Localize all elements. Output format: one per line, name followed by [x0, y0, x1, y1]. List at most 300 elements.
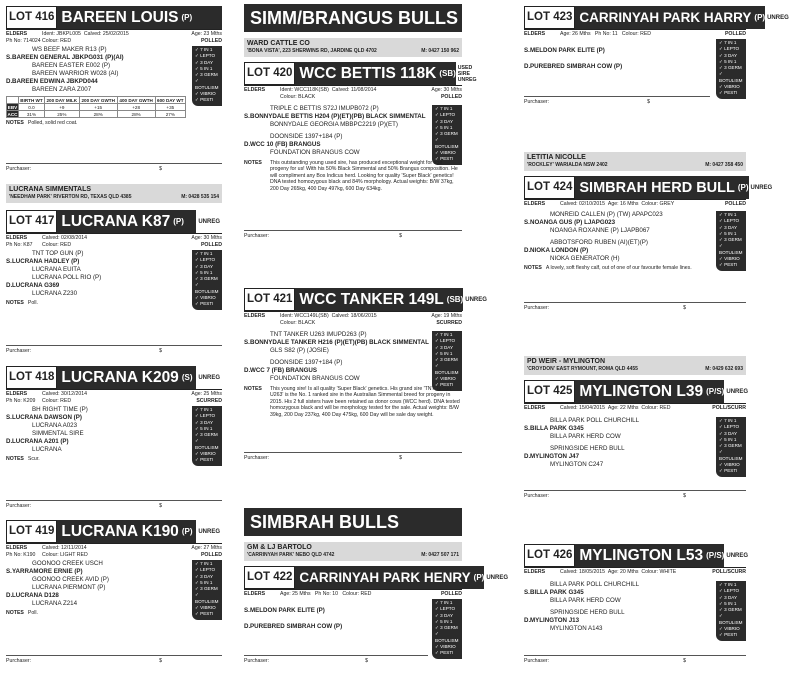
lot-422 — [244, 566, 509, 656]
vaccination-item: ✓ LEPTO — [719, 424, 740, 430]
3: 400 DAY GWTH — [117, 97, 155, 104]
3: +15 — [79, 104, 117, 111]
age: Age: 30 Mths — [431, 87, 462, 93]
sire: MELDON PARK ELITE (P) — [250, 607, 325, 614]
vaccination-item: ✓ PESTI — [719, 632, 738, 638]
vaccination-item: ✓ 7 IN 1 — [195, 561, 213, 566]
notes: NOTES — [6, 456, 24, 462]
0: ACC — [7, 111, 18, 117]
purchaser: Purchaser: — [524, 305, 550, 311]
purchaser: Purchaser: — [244, 455, 270, 461]
lot-421 — [244, 288, 487, 418]
calved: Calved: 18/05/2015 — [560, 569, 605, 575]
5: 27% — [155, 111, 185, 118]
notes: NOTES — [6, 300, 24, 306]
vaccination-item: ✓ 7 IN 1 — [195, 47, 213, 52]
s: S. — [6, 54, 12, 61]
status2: POLLED — [440, 94, 462, 100]
d: D. — [244, 367, 251, 374]
p4: LUCRANA Z214 — [32, 600, 78, 607]
status2: SCURRED — [196, 398, 222, 404]
vaccination-item: ✓ LEPTO — [435, 338, 456, 344]
colour: Colour: RED — [641, 405, 671, 411]
vaccination-item: ✓ 5 IN 1 — [435, 124, 453, 130]
notes: NOTES — [6, 120, 24, 126]
d: D. — [6, 282, 13, 289]
no: LOT 418 — [6, 366, 57, 389]
dam: BAREEN EDWINA JBKPD044 — [12, 78, 98, 85]
colour: Colour: BLACK — [280, 320, 316, 326]
lot-name — [57, 6, 222, 29]
section-title: SIMM/BRANGUS BULLS — [244, 4, 462, 32]
dollar: $ — [159, 658, 162, 664]
vaccination-item: ✓ PESTI — [195, 301, 214, 307]
calved: Calved: 02/08/2014 — [42, 235, 87, 241]
section-title: SIMBRAH BULLS — [244, 508, 462, 536]
p2: BAREEN EASTER E002 (P) — [32, 62, 111, 69]
notes: A lovely, soft fleshy calf, out of one of our favourite female lines. — [545, 265, 692, 271]
dollar: $ — [159, 348, 162, 354]
vaccination-item: ✓ 3 GERM — [195, 72, 218, 78]
s: S. — [524, 425, 530, 432]
vaccination-item: ✓ BOTULISM — [195, 282, 219, 294]
vaccination-item: ✓ 3 DAY — [435, 612, 454, 618]
p3: DOONSIDE 1397+184 (P) — [270, 133, 343, 140]
notes — [6, 120, 222, 127]
vaccination-box — [192, 250, 222, 310]
dollar: $ — [159, 166, 162, 172]
age: Age: 30 Mths — [191, 235, 222, 241]
status2: POLLED — [724, 31, 746, 37]
p4: LUCRANA Z230 — [32, 290, 78, 297]
4: 28% — [117, 111, 155, 118]
addr: 'ROCKLEY' WARIALDA NSW 2402 — [527, 161, 608, 168]
p3: ABBOTSFORD RUBEN (AI)(ET)(P) — [550, 239, 648, 246]
name: LUCRANA K209 — [61, 368, 179, 386]
status: UNREG — [463, 288, 489, 311]
calved: Calved: 25/02/2015 — [83, 31, 129, 37]
dollar: $ — [683, 658, 686, 664]
vaccination-item: ✓ PESTI — [435, 650, 454, 656]
vaccination-item: ✓ 5 IN 1 — [195, 425, 213, 431]
purchaser-line[interactable] — [244, 230, 462, 239]
sfx: (P) — [737, 183, 749, 192]
dam: LUCRANA D128 — [12, 592, 59, 599]
vaccination-box — [716, 581, 746, 641]
vaccination-item: ✓ VIBRIO — [719, 256, 740, 262]
name: LUCRANA SIMMENTALS — [9, 186, 92, 193]
vaccination-item: ✓ 7 IN 1 — [719, 418, 737, 423]
no: LOT 423 — [524, 6, 575, 29]
sfx: (P/S) — [706, 551, 725, 560]
sire: LUCRANA HADLEY (P) — [12, 258, 80, 265]
vaccination-item: ✓ PESTI — [195, 611, 214, 617]
lot-420 — [244, 62, 477, 192]
name: SIMBRAH HERD BULL — [579, 179, 735, 196]
vaccination-item: ✓ 3 DAY — [719, 52, 738, 58]
notes: Poll. — [27, 300, 38, 306]
status: UNREG — [724, 544, 750, 567]
phno: Ph No: K190 — [6, 552, 36, 558]
no: LOT 419 — [6, 520, 57, 543]
purchaser-line[interactable] — [6, 163, 222, 172]
vaccination-item: ✓ 3 DAY — [195, 263, 214, 269]
vaccination-item: ✓ 7 IN 1 — [435, 332, 453, 337]
p1: TRIPLE C BETTIS S72J IMUPB072 (P) — [270, 105, 379, 112]
calved: Calved: 30/12/2014 — [42, 391, 87, 397]
no: LOT 421 — [244, 288, 295, 311]
2: 200 DAY GWTH — [79, 97, 117, 104]
vaccination-item: ✓ VIBRIO — [195, 91, 216, 97]
purchaser: Purchaser: — [244, 658, 270, 664]
name: GM & LJ BARTOLO — [247, 544, 312, 551]
purchaser-line[interactable] — [244, 452, 462, 461]
no: LOT 420 — [244, 62, 295, 85]
vendor: ELDERS — [6, 235, 28, 241]
purchaser: Purchaser: — [6, 658, 32, 664]
p1: TNT TANKER U263 IMUPD263 (P) — [270, 331, 367, 338]
vaccination-item: ✓ 5 IN 1 — [435, 618, 453, 624]
sire: LUCRANA DAWSON (P) — [12, 414, 82, 421]
4: 600 DAY WT — [157, 97, 184, 103]
sire: YARRAMORE ERNIE (P) — [12, 568, 83, 575]
p2: BILLA PARK HERD COW — [550, 597, 621, 604]
vaccination-item: ✓ 3 DAY — [435, 118, 454, 124]
colour: Colour: RED — [42, 38, 72, 44]
vaccination-item: ✓ VIBRIO — [719, 84, 740, 90]
purchaser-line[interactable] — [6, 345, 222, 354]
ident: Ident: WCC118K(SB) — [280, 87, 329, 93]
dollar: $ — [399, 455, 402, 461]
p2: LUCRANA A023 — [32, 422, 78, 429]
vaccination-item: ✓ VIBRIO — [719, 626, 740, 632]
lot-423 — [524, 6, 789, 96]
purchaser-line[interactable] — [6, 500, 222, 509]
no: LOT 417 — [6, 210, 57, 233]
vaccination-item: ✓ 3 DAY — [195, 59, 214, 65]
purchaser: Purchaser: — [6, 166, 32, 172]
vendor: ELDERS — [244, 313, 266, 319]
p4: MYLINGTON C247 — [550, 461, 604, 468]
vaccination-item: ✓ PESTI — [195, 97, 214, 103]
vaccination-item: ✓ 7 IN 1 — [195, 251, 213, 256]
dollar: $ — [647, 99, 650, 105]
sfx: (S) — [181, 373, 193, 382]
dollar: $ — [683, 305, 686, 311]
sfx: (SB) — [446, 295, 464, 304]
p2: NOANGA ROXANNE (P) LJAPB067 — [550, 227, 650, 234]
vendor: ELDERS — [244, 591, 266, 597]
p2: BILLA PARK HERD COW — [550, 433, 621, 440]
lot-424 — [524, 176, 773, 272]
calved: Calved: 02/10/2015 — [560, 201, 605, 207]
3: 28% — [79, 111, 117, 118]
p2: GLS S82 (P) (JOSIE) — [270, 347, 329, 354]
p1: BILLA PARK POLL CHURCHILL — [550, 581, 640, 588]
calved: Calved: 12/11/2014 — [42, 545, 87, 551]
age: Age: 26 Mths — [560, 31, 591, 37]
vaccination-item: ✓ 7 IN 1 — [719, 40, 737, 45]
d: D. — [244, 141, 251, 148]
vaccination-item: ✓ 3 GERM — [435, 625, 458, 631]
vendor: ELDERS — [6, 391, 28, 397]
vaccination-item: ✓ 3 GERM — [195, 586, 218, 592]
age: Age: 25 Mths — [191, 391, 222, 397]
vaccination-item: ✓ BOTULISM — [719, 243, 743, 255]
status2: POLLED — [200, 242, 222, 248]
purchaser-line[interactable] — [524, 302, 746, 311]
p4: LUCRANA — [32, 446, 62, 453]
status: UNREG — [196, 520, 222, 543]
age: Age: 16 Mths — [607, 201, 639, 207]
notes: This young sire! Is all quality 'Super Black' genetics. His grand sire 'TNT Tanker U263' is the No. 1 ranked sire in the Australian Simmental breed for progeny in 2015. His 2 full sisters have been retained as donor cows (WCC herd). DNA tested homozygous black and will be morphology tested for the sale. Actual weights: B/W 39kg, 200 Day 237kg, 400 Day 475kg, 600 Day will be sale day weight. — [270, 386, 460, 418]
s: S. — [6, 414, 12, 421]
name: LETITIA NICOLLE — [527, 154, 586, 161]
notes: Polled, solid red coat. — [27, 120, 78, 126]
notes: NOTES — [244, 160, 262, 166]
vaccination-box — [432, 599, 462, 659]
d: D. — [6, 78, 13, 85]
p1: WS BEEF MAKER R13 (P) — [32, 46, 107, 53]
purchaser-line[interactable] — [524, 96, 710, 105]
vaccination-box — [432, 105, 462, 165]
sire: BONNYDALE BETTIS H204 (P)(ET)(PB) BLACK SIMMENTAL — [250, 113, 426, 120]
vaccination-item: ✓ 3 DAY — [195, 419, 214, 425]
status2: POLLED — [440, 591, 462, 597]
status: UNREG — [196, 210, 222, 233]
dollar: $ — [683, 493, 686, 499]
status2: POLL/SCURR — [712, 569, 746, 575]
d: D. — [524, 247, 531, 254]
1: 200 DAY MILK — [44, 97, 79, 104]
colour: Colour: GREY — [641, 201, 675, 207]
vaccination-box — [192, 560, 222, 620]
vaccination-item: ✓ PESTI — [719, 90, 738, 96]
vaccination-box — [716, 417, 746, 477]
vaccination-item: ✓ 5 IN 1 — [195, 269, 213, 275]
s: S. — [244, 339, 250, 346]
status2: POLL/SCURR — [712, 405, 746, 411]
p2: LUCRANA EUITA — [32, 266, 81, 273]
d: D. — [524, 453, 531, 460]
purchaser: Purchaser: — [6, 348, 32, 354]
status: UNREG — [196, 366, 222, 389]
dam: MYLINGTON J13 — [530, 617, 580, 624]
p3: SPRINGSIDE HERD BULL — [550, 609, 625, 616]
sfx: (SB) — [439, 69, 456, 78]
s: S. — [524, 47, 530, 54]
sfx: (P) — [473, 573, 485, 582]
vaccination-item: ✓ 5 IN 1 — [719, 436, 737, 442]
dam: LUCRANA A201 (P) — [12, 438, 69, 445]
purchaser-line[interactable] — [524, 655, 746, 664]
colour: Colour: WHITE — [641, 569, 677, 575]
vaccination-item: ✓ VIBRIO — [435, 376, 456, 382]
d: D. — [6, 438, 13, 445]
dam: MYLINGTON J47 — [530, 453, 580, 460]
vaccination-item: ✓ VIBRIO — [435, 150, 456, 156]
age: Age: 19 Mths — [431, 313, 462, 319]
vaccination-item: ✓ LEPTO — [435, 112, 456, 118]
notes: NOTES — [524, 265, 542, 271]
purchaser-line[interactable] — [524, 490, 746, 499]
status: POLLED — [200, 38, 222, 44]
mob: M: 0429 632 693 — [705, 365, 743, 372]
vaccination-item: ✓ VIBRIO — [195, 451, 216, 457]
colour: Colour: RED — [42, 398, 72, 404]
vaccination-item: ✓ 3 GERM — [435, 357, 458, 363]
sire: MELDON PARK ELITE (P) — [530, 47, 605, 54]
notes: NOTES — [244, 386, 262, 392]
vendor-banner — [244, 38, 462, 57]
age: Age: 25 Mths — [280, 591, 311, 597]
dollar: $ — [365, 658, 368, 664]
p3: LUCRANA POLL RIO (P) — [32, 274, 102, 281]
dollar: $ — [399, 233, 402, 239]
phno: Ph No: 714024 — [6, 38, 41, 44]
purchaser: Purchaser: — [524, 493, 550, 499]
dam: PUREBRED SIMBRAH COW (P) — [530, 63, 623, 70]
vaccination-item: ✓ 7 IN 1 — [719, 212, 737, 217]
vaccination-item: ✓ 5 IN 1 — [719, 58, 737, 64]
vaccination-box — [192, 406, 222, 466]
vaccination-item: ✓ BOTULISM — [719, 613, 743, 625]
lot-meta — [6, 31, 222, 45]
vaccination-item: ✓ BOTULISM — [195, 592, 219, 604]
vaccination-item: ✓ LEPTO — [719, 46, 740, 52]
p4: NIOKA GENERATOR (H) — [550, 255, 620, 262]
vaccination-item: ✓ LEPTO — [195, 257, 216, 263]
no: LOT 422 — [244, 566, 295, 589]
addr: 'NEEDHAM PARK' RIVERTON RD, TEXAS QLD 4385 — [9, 193, 132, 200]
vendor: ELDERS — [524, 201, 546, 207]
vaccination-item: ✓ 5 IN 1 — [195, 579, 213, 585]
name: BAREEN LOUIS — [61, 8, 179, 26]
status2: SCURRED — [436, 320, 462, 326]
age: Age: 22 Mths — [607, 405, 639, 411]
vendor: ELDERS — [244, 87, 266, 93]
vaccination-item: ✓ 5 IN 1 — [719, 600, 737, 606]
d: D. — [244, 623, 251, 630]
sire: NOANGA GUS (P) LJAPG023 — [530, 219, 616, 226]
name: LUCRANA K87 — [61, 212, 171, 230]
addr: 'CROYDON' EAST RYMOUNT, ROMA QLD 4455 — [527, 365, 638, 372]
calved: Calved: 18/06/2015 — [331, 313, 377, 319]
phno: Ph No: 10 — [314, 591, 338, 597]
vaccination-item: ✓ LEPTO — [195, 567, 216, 573]
name: WCC TANKER 149L — [299, 290, 444, 308]
calved: Calved: 11/08/2014 — [331, 87, 377, 93]
vaccination-item: ✓ 3 GERM — [195, 276, 218, 282]
0: BIRTH WT — [20, 97, 43, 103]
notes — [244, 160, 462, 192]
vaccination-item: ✓ VIBRIO — [435, 644, 456, 650]
age: Age: 20 Mths — [607, 569, 639, 575]
sire: BAREEN GENERAL JBKPG031 (P)(AI) — [12, 54, 124, 61]
no: LOT 425 — [524, 380, 575, 403]
colour: Colour: BLACK — [280, 94, 316, 100]
1: 31% — [19, 111, 45, 118]
lot-425 — [524, 380, 749, 474]
lot-416 — [6, 6, 222, 127]
dam: PUREBRED SIMBRAH COW (P) — [250, 623, 343, 630]
5: +35 — [155, 104, 185, 111]
sire: BILLA PARK G345 — [530, 425, 584, 432]
0: EBV — [7, 104, 18, 110]
vendor: ELDERS — [6, 545, 28, 551]
sfx: (P) — [754, 13, 766, 22]
p1: BH RIGHT TIME (P) — [32, 406, 88, 413]
s: S. — [6, 258, 12, 265]
vaccination-item: ✓ 3 GERM — [719, 607, 742, 613]
status: UNREG — [765, 6, 791, 29]
s: S. — [524, 219, 530, 226]
vendor: ELDERS — [524, 569, 546, 575]
lot-header — [6, 6, 222, 30]
purchaser: Purchaser: — [6, 503, 32, 509]
ident: Ident: JBKPL005 — [42, 31, 81, 37]
p4: MYLINGTON A143 — [550, 625, 603, 632]
purchaser: Purchaser: — [524, 658, 550, 664]
addr: 'BONA VISTA', 223 SHERWINS RD, JARDINE QLD 4702 — [247, 47, 377, 54]
vaccination-item: ✓ 3 DAY — [195, 573, 214, 579]
status: UNREG — [724, 380, 750, 403]
name: WCC BETTIS 118K — [299, 64, 437, 82]
vaccination-item: ✓ LEPTO — [719, 588, 740, 594]
p2: GOONOO CREEK AVID (P) — [32, 576, 109, 583]
status: UNREG — [484, 566, 510, 589]
s: S. — [524, 589, 530, 596]
p1: TNT TOP GUN (P) — [32, 250, 84, 257]
status: UNREG — [749, 176, 775, 199]
ebv-table — [6, 96, 186, 118]
p3: DOONSIDE 1397+184 (P) — [270, 359, 343, 366]
vaccination-item: ✓ 3 GERM — [719, 65, 742, 71]
p3: SPRINGSIDE HERD BULL — [550, 445, 625, 452]
vaccination-item: ✓ 3 DAY — [719, 594, 738, 600]
vaccination-item: ✓ BOTULISM — [195, 78, 219, 90]
status2: POLLED — [724, 201, 746, 207]
vaccination-item: ✓ 5 IN 1 — [435, 350, 453, 356]
p4: BAREEN ZARA Z007 — [32, 86, 92, 93]
vaccination-item: ✓ 3 DAY — [719, 430, 738, 436]
lot-number: LOT 416 — [6, 6, 57, 29]
colour: Colour: RED — [342, 591, 372, 597]
no: LOT 424 — [524, 176, 575, 199]
vendor: ELDERS — [524, 31, 546, 37]
name: WARD CATTLE CO — [247, 40, 310, 47]
d: D. — [524, 617, 531, 624]
p1: BILLA PARK POLL CHURCHILL — [550, 417, 640, 424]
vaccination-item: ✓ 7 IN 1 — [719, 582, 737, 587]
vaccination-item: ✓ 3 GERM — [435, 131, 458, 137]
mob: M: 0427 507 171 — [421, 551, 459, 558]
status2: POLLED — [200, 552, 222, 558]
purchaser-line[interactable] — [6, 655, 222, 664]
sfx: (P) — [173, 217, 184, 226]
dam: WCC 10 (FB) BRANGUS — [250, 141, 321, 148]
age: Age: 23 Mths — [191, 31, 222, 37]
vaccination-item: ✓ 3 DAY — [435, 344, 454, 350]
p3: LUCRANA PIERMONT (P) — [32, 584, 106, 591]
purchaser-line[interactable] — [244, 655, 428, 664]
lot-426 — [524, 544, 749, 638]
mob: M: 0427 150 962 — [421, 47, 459, 54]
mob: M: 0427 358 450 — [705, 161, 743, 168]
vaccination-box — [432, 331, 462, 391]
vaccination-item: ✓ VIBRIO — [195, 295, 216, 301]
name: CARRINYAH PARK HARRY — [579, 10, 752, 25]
